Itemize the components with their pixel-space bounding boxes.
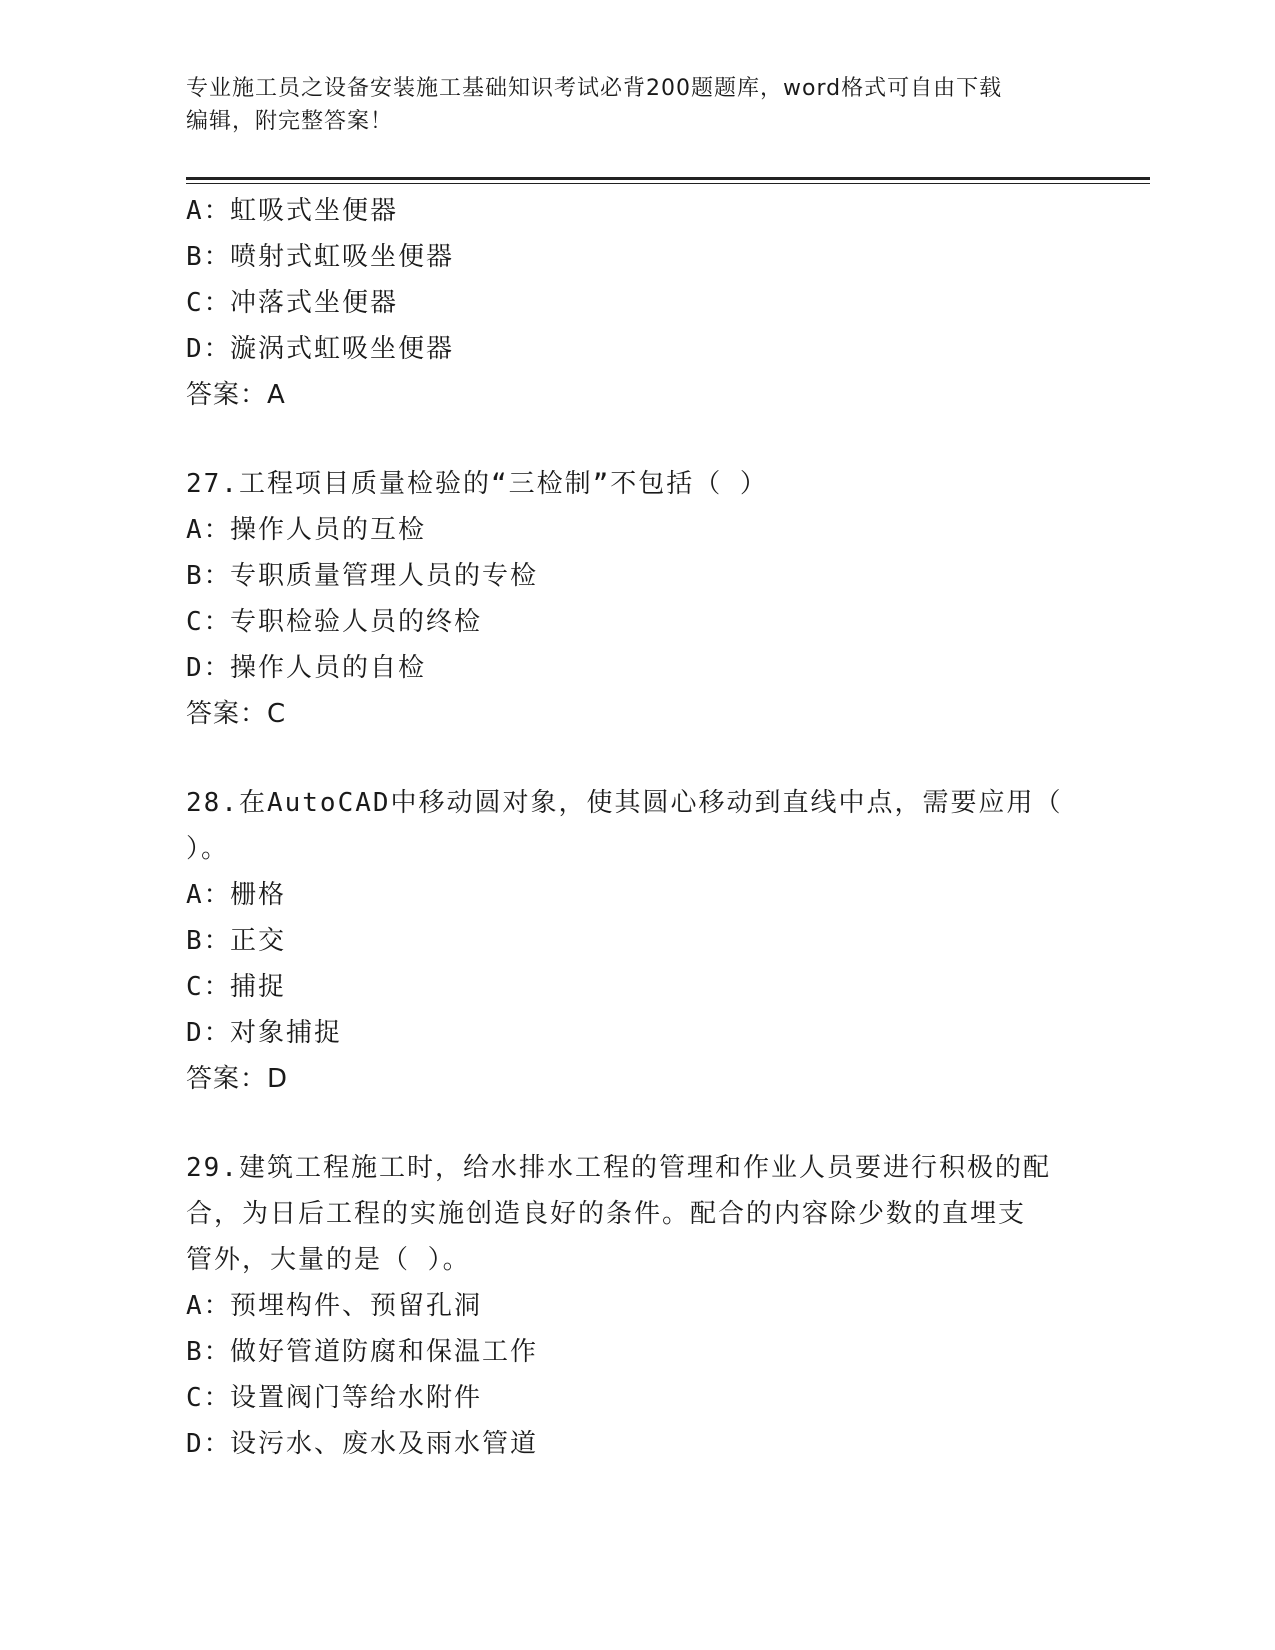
option-text: 漩涡式虹吸坐便器	[230, 334, 455, 364]
question-stem-continued: ）。	[186, 834, 230, 864]
option-d	[186, 326, 1086, 372]
question-list	[186, 188, 1086, 1467]
question-block-28	[186, 780, 1086, 1102]
option-d	[186, 645, 1086, 691]
question-stem: 28.在AutoCAD中移动圆对象，使其圆心移动到直线中点，需要应用（	[186, 788, 1063, 818]
option-b	[186, 553, 1086, 599]
option-text: 设置阀门等给水附件	[230, 1383, 483, 1413]
question-block-29	[186, 1145, 1086, 1467]
answer-line: 答案：D	[186, 1064, 289, 1094]
header-line-1: 专业施工员之设备安装施工基础知识考试必背200题题库，word格式可自由下载	[186, 76, 1003, 101]
answer-line: 答案：A	[186, 380, 286, 410]
option-c	[186, 599, 1086, 645]
option-label: D：	[186, 1018, 232, 1048]
option-a	[186, 507, 1086, 553]
document-header	[186, 72, 1076, 138]
option-text: 捕捉	[230, 972, 287, 1002]
option-d	[186, 1010, 1086, 1056]
question-stem-continued: 合，为日后工程的实施创造良好的条件。配合的内容除少数的直埋支	[186, 1199, 1027, 1229]
option-c	[186, 1375, 1086, 1421]
spacer	[186, 737, 1086, 780]
option-d	[186, 1421, 1086, 1467]
option-label: B：	[186, 926, 232, 956]
option-text: 预埋构件、预留孔洞	[230, 1291, 483, 1321]
option-text: 操作人员的互检	[230, 515, 427, 545]
option-label: B：	[186, 561, 232, 591]
option-label: B：	[186, 242, 232, 272]
header-line-2: 编辑，附完整答案！	[186, 109, 394, 134]
question-stem: 27.工程项目质量检验的“三检制”不包括（ ）	[186, 469, 768, 499]
option-text: 操作人员的自检	[230, 653, 427, 683]
option-label: D：	[186, 1429, 232, 1459]
question-stem: 29.建筑工程施工时，给水排水工程的管理和作业人员要进行积极的配	[186, 1153, 1051, 1183]
option-text: 栅格	[230, 880, 287, 910]
option-text: 冲落式坐便器	[230, 288, 399, 318]
option-label: D：	[186, 653, 232, 683]
option-text: 专职检验人员的终检	[230, 607, 483, 637]
question-block-27	[186, 461, 1086, 737]
option-label: C：	[186, 1383, 232, 1413]
option-a	[186, 188, 1086, 234]
option-a	[186, 872, 1086, 918]
option-c	[186, 964, 1086, 1010]
option-label: A：	[186, 196, 232, 226]
option-text: 做好管道防腐和保温工作	[230, 1337, 539, 1367]
option-b	[186, 234, 1086, 280]
spacer	[186, 418, 1086, 461]
header-divider-thin	[186, 183, 1150, 184]
option-label: C：	[186, 972, 232, 1002]
option-text: 对象捕捉	[230, 1018, 343, 1048]
question-stem-continued: 管外，大量的是（ ）。	[186, 1245, 471, 1275]
option-label: C：	[186, 607, 232, 637]
option-c	[186, 280, 1086, 326]
option-text: 专职质量管理人员的专检	[230, 561, 539, 591]
option-label: A：	[186, 880, 232, 910]
option-a	[186, 1283, 1086, 1329]
question-block-26	[186, 188, 1086, 418]
option-label: A：	[186, 515, 232, 545]
option-b	[186, 918, 1086, 964]
option-label: B：	[186, 1337, 232, 1367]
answer-line: 答案：C	[186, 699, 287, 729]
option-b	[186, 1329, 1086, 1375]
option-label: C：	[186, 288, 232, 318]
option-label: D：	[186, 334, 232, 364]
option-text: 正交	[230, 926, 287, 956]
spacer	[186, 1102, 1086, 1145]
option-text: 虹吸式坐便器	[230, 196, 399, 226]
option-text: 喷射式虹吸坐便器	[230, 242, 455, 272]
option-label: A：	[186, 1291, 232, 1321]
header-divider-thick	[186, 177, 1150, 180]
option-text: 设污水、废水及雨水管道	[230, 1429, 539, 1459]
